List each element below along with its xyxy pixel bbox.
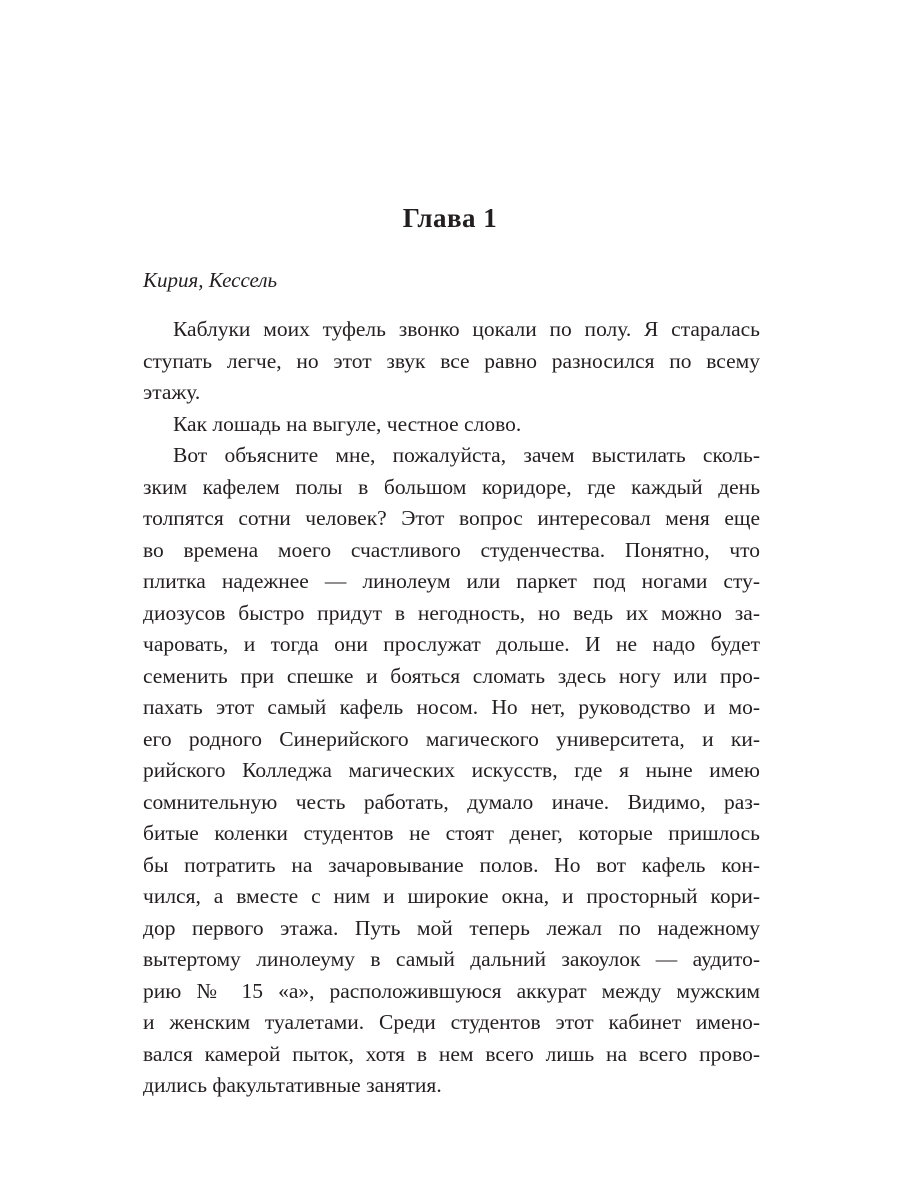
text-line: плитка надежнее — линолеум или паркет под ногами сту-	[143, 569, 760, 593]
text-line: пахать этот самый кафель носом. Но нет, руководство и мо-	[143, 695, 760, 719]
text-line: бы потратить на зачаровывание полов. Но вот кафель кон-	[143, 852, 760, 877]
body-text	[143, 314, 760, 1102]
text-line: толпятся сотни человек? Этот вопрос интересовал меня еще	[143, 506, 760, 530]
text-line: и женским туалетами. Среди студентов этот кабинет имено-	[143, 1010, 760, 1034]
text-line: зким кафелем полы в большом коридоре, где каждый день	[143, 474, 760, 499]
text-line: битые коленки студентов не стоят денег, которые пришлось	[143, 821, 760, 845]
text-line: Вот объясните мне, пожалуйста, зачем выстилать сколь-	[173, 443, 760, 467]
text-line: рийского Колледжа магических искусств, где я ныне имею	[143, 758, 760, 782]
chapter-title: Глава 1	[402, 203, 498, 233]
text-line: Как лошадь на выгуле, честное слово.	[173, 411, 522, 436]
text-line: Каблуки моих туфель звонко цокали по полу. Я старалась	[173, 317, 760, 341]
text-line: чился, а вместе с ним и широкие окна, и просторный кори-	[143, 884, 760, 908]
text-line: вытертому линолеуму в самый дальний закоулок — аудито-	[143, 947, 760, 971]
text-line: диозусов быстро придут в негодность, но ведь их можно за-	[143, 600, 760, 625]
text-line: дились факультативные занятия.	[143, 1073, 442, 1097]
text-line: вался камерой пыток, хотя в нем всего лишь на всего прово-	[143, 1041, 760, 1066]
text-line: семенить при спешке и бояться сломать здесь ногу или про-	[143, 663, 760, 688]
text-line: чаровать, и тогда они прослужат дольше. И не надо будет	[143, 632, 760, 656]
text-line: сомнительную честь работать, думало иначе. Видимо, раз-	[143, 789, 760, 814]
text-line: рию № 15 «а», расположившуюся аккурат между мужским	[143, 978, 760, 1003]
text-line: его родного Синерийского магического университета, и ки-	[143, 726, 760, 751]
text-line: ступать легче, но этот звук все равно разносился по всему	[143, 348, 760, 373]
text-line: во времена моего счастливого студенчества. Понятно, что	[143, 537, 760, 562]
chapter-location: Кирия, Кессель	[143, 268, 278, 292]
text-line: дор первого этажа. Путь мой теперь лежал по надежному	[143, 915, 760, 940]
text-line: этажу.	[143, 380, 201, 404]
